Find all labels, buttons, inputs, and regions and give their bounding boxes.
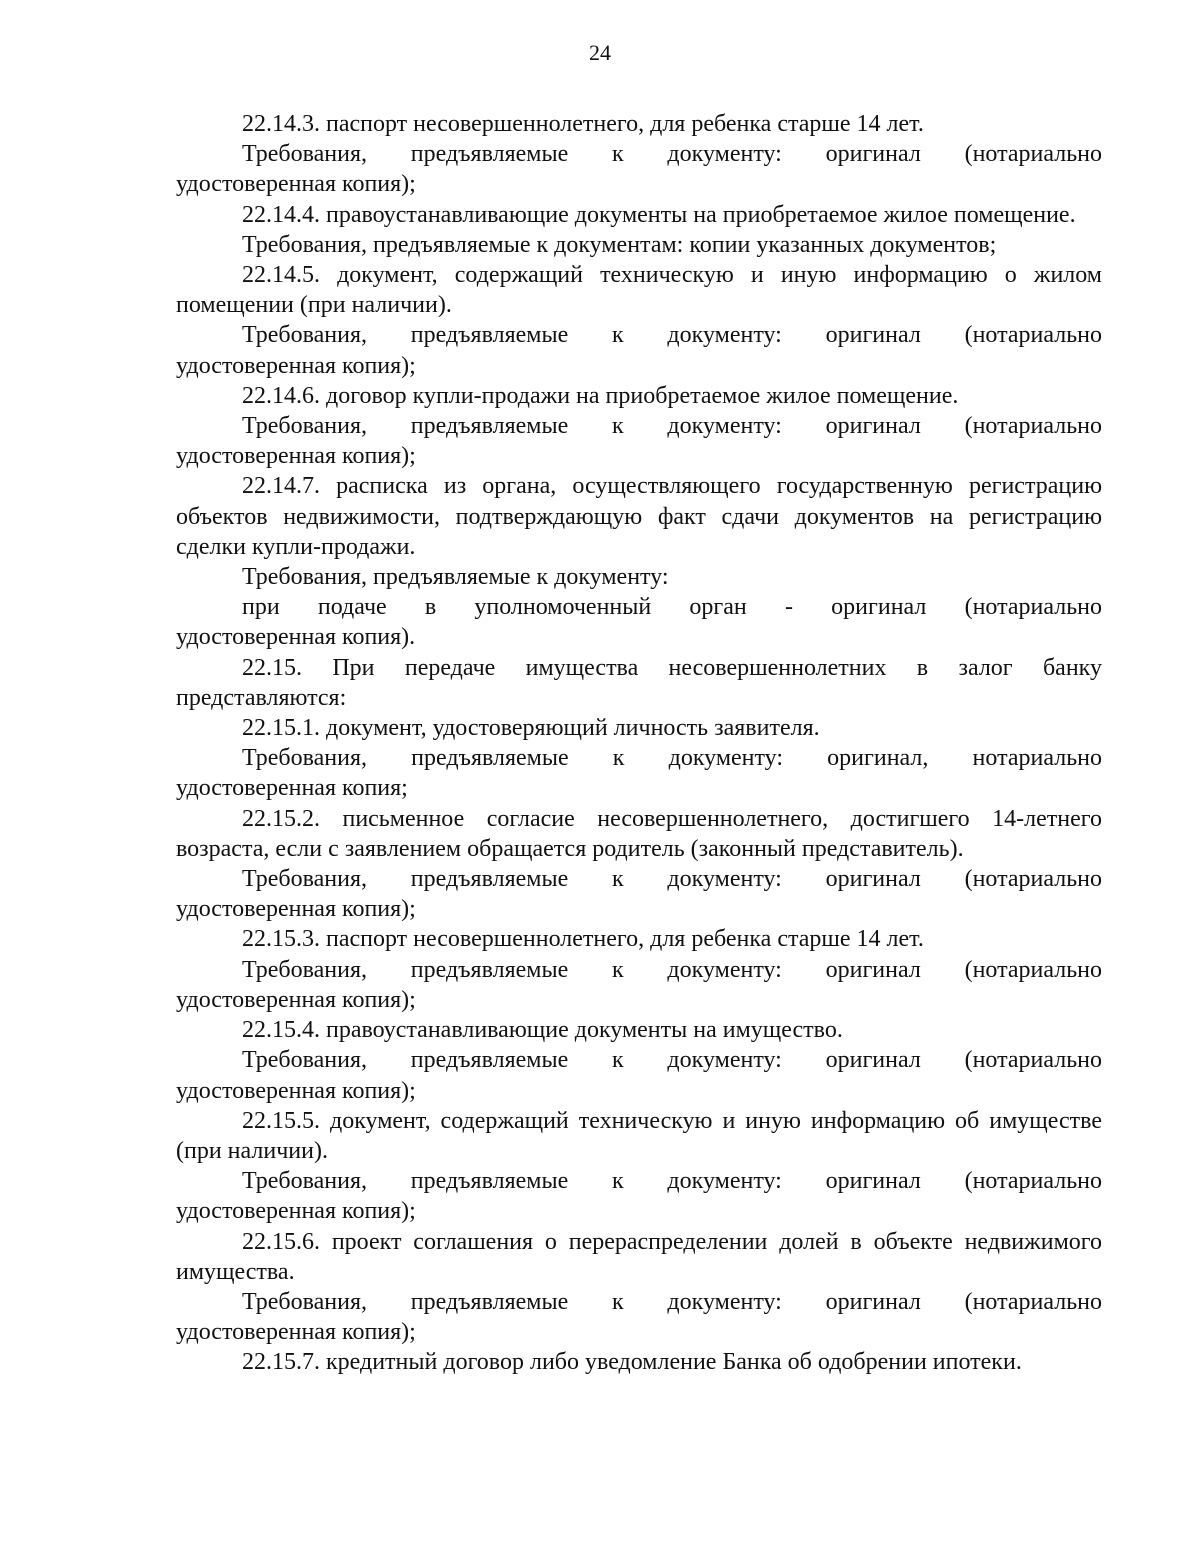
requirements-line: Требования, предъявляемые к документу: оригинал (нотариально [242, 1047, 1102, 1074]
requirements-line: Требования, предъявляемые к документу: оригинал, нотариально [242, 745, 1102, 772]
requirements-line-continuation: удостоверенная копия); [176, 443, 416, 470]
paragraph: 22.15.2. письменное согласие несовершеннолетнего, достигшего 14-летнего возраста, если с заявлением обращается родитель (законный представитель). [176, 805, 1102, 862]
paragraph: 22.15. При передаче имущества несовершеннолетних в залог банку представляются: [176, 654, 1102, 711]
paragraph: 22.14.4. правоустанавливающие документы на приобретаемое жилое помещение. [242, 201, 1076, 228]
paragraph: 22.14.7. расписка из органа, осуществляющего государственную регистрацию объектов недвижимости, подтверждающую факт сдачи документов на регистрацию сделки купли-продажи. [176, 473, 1102, 560]
paragraph: 22.15.5. документ, содержащий техническую и иную информацию об имуществе (при наличии). [176, 1107, 1102, 1164]
requirements-line-continuation: удостоверенная копия); [176, 171, 416, 198]
paragraph: Требования, предъявляемые к документам: копии указанных документов; [242, 231, 997, 258]
requirements-paragraph [176, 1166, 1102, 1226]
page-number: 24 [589, 40, 611, 65]
requirements-paragraph [176, 139, 1102, 199]
paragraph: 22.14.5. документ, содержащий техническую и иную информацию о жилом помещении (при наличии). [176, 262, 1102, 319]
requirements-line: Требования, предъявляемые к документу: оригинал (нотариально [242, 866, 1102, 893]
requirements-line-continuation: удостоверенная копия); [176, 986, 416, 1013]
requirements-line: Требования, предъявляемые к документу: оригинал (нотариально [242, 413, 1102, 440]
requirements-line: Требования, предъявляемые к документу: оригинал (нотариально [242, 141, 1102, 168]
requirements-line-continuation: удостоверенная копия); [176, 352, 416, 379]
paragraph: 22.15.6. проект соглашения о перераспределении долей в объекте недвижимого имущества. [176, 1228, 1102, 1285]
paragraph: 22.15.4. правоустанавливающие документы на имущество. [242, 1017, 843, 1044]
requirements-paragraph [176, 592, 1102, 652]
requirements-paragraph [176, 1287, 1102, 1347]
requirements-paragraph [176, 864, 1102, 924]
requirements-line-continuation: удостоверенная копия; [176, 775, 408, 802]
requirements-paragraph [176, 320, 1102, 380]
requirements-line: Требования, предъявляемые к документу: оригинал (нотариально [242, 1288, 1102, 1315]
requirements-line-continuation: удостоверенная копия); [176, 896, 416, 923]
requirements-line: при подаче в уполномоченный орган - оригинал (нотариально [242, 594, 1102, 621]
paragraph: Требования, предъявляемые к документу: [242, 564, 669, 591]
requirements-paragraph [176, 411, 1102, 471]
requirements-line: Требования, предъявляемые к документу: оригинал (нотариально [242, 322, 1102, 349]
paragraph: 22.15.3. паспорт несовершеннолетнего, для ребенка старше 14 лет. [242, 926, 924, 953]
requirements-line-continuation: удостоверенная копия); [176, 1198, 416, 1225]
requirements-paragraph [176, 743, 1102, 803]
requirements-line-continuation: удостоверенная копия); [176, 1077, 416, 1104]
requirements-line: Требования, предъявляемые к документу: оригинал (нотариально [242, 1168, 1102, 1195]
requirements-line: Требования, предъявляемые к документу: оригинал (нотариально [242, 956, 1102, 983]
paragraph: 22.15.7. кредитный договор либо уведомление Банка об одобрении ипотеки. [242, 1349, 1022, 1376]
paragraph: 22.14.6. договор купли-продажи на приобретаемое жилое помещение. [242, 382, 959, 409]
requirements-line-continuation: удостоверенная копия). [176, 624, 416, 651]
requirements-paragraph [176, 955, 1102, 1015]
paragraph: 22.14.3. паспорт несовершеннолетнего, для ребенка старше 14 лет. [242, 111, 924, 137]
requirements-paragraph [176, 1045, 1102, 1105]
document-body [176, 109, 1102, 1378]
paragraph: 22.15.1. документ, удостоверяющий личность заявителя. [242, 715, 820, 742]
requirements-line-continuation: удостоверенная копия); [176, 1319, 416, 1346]
